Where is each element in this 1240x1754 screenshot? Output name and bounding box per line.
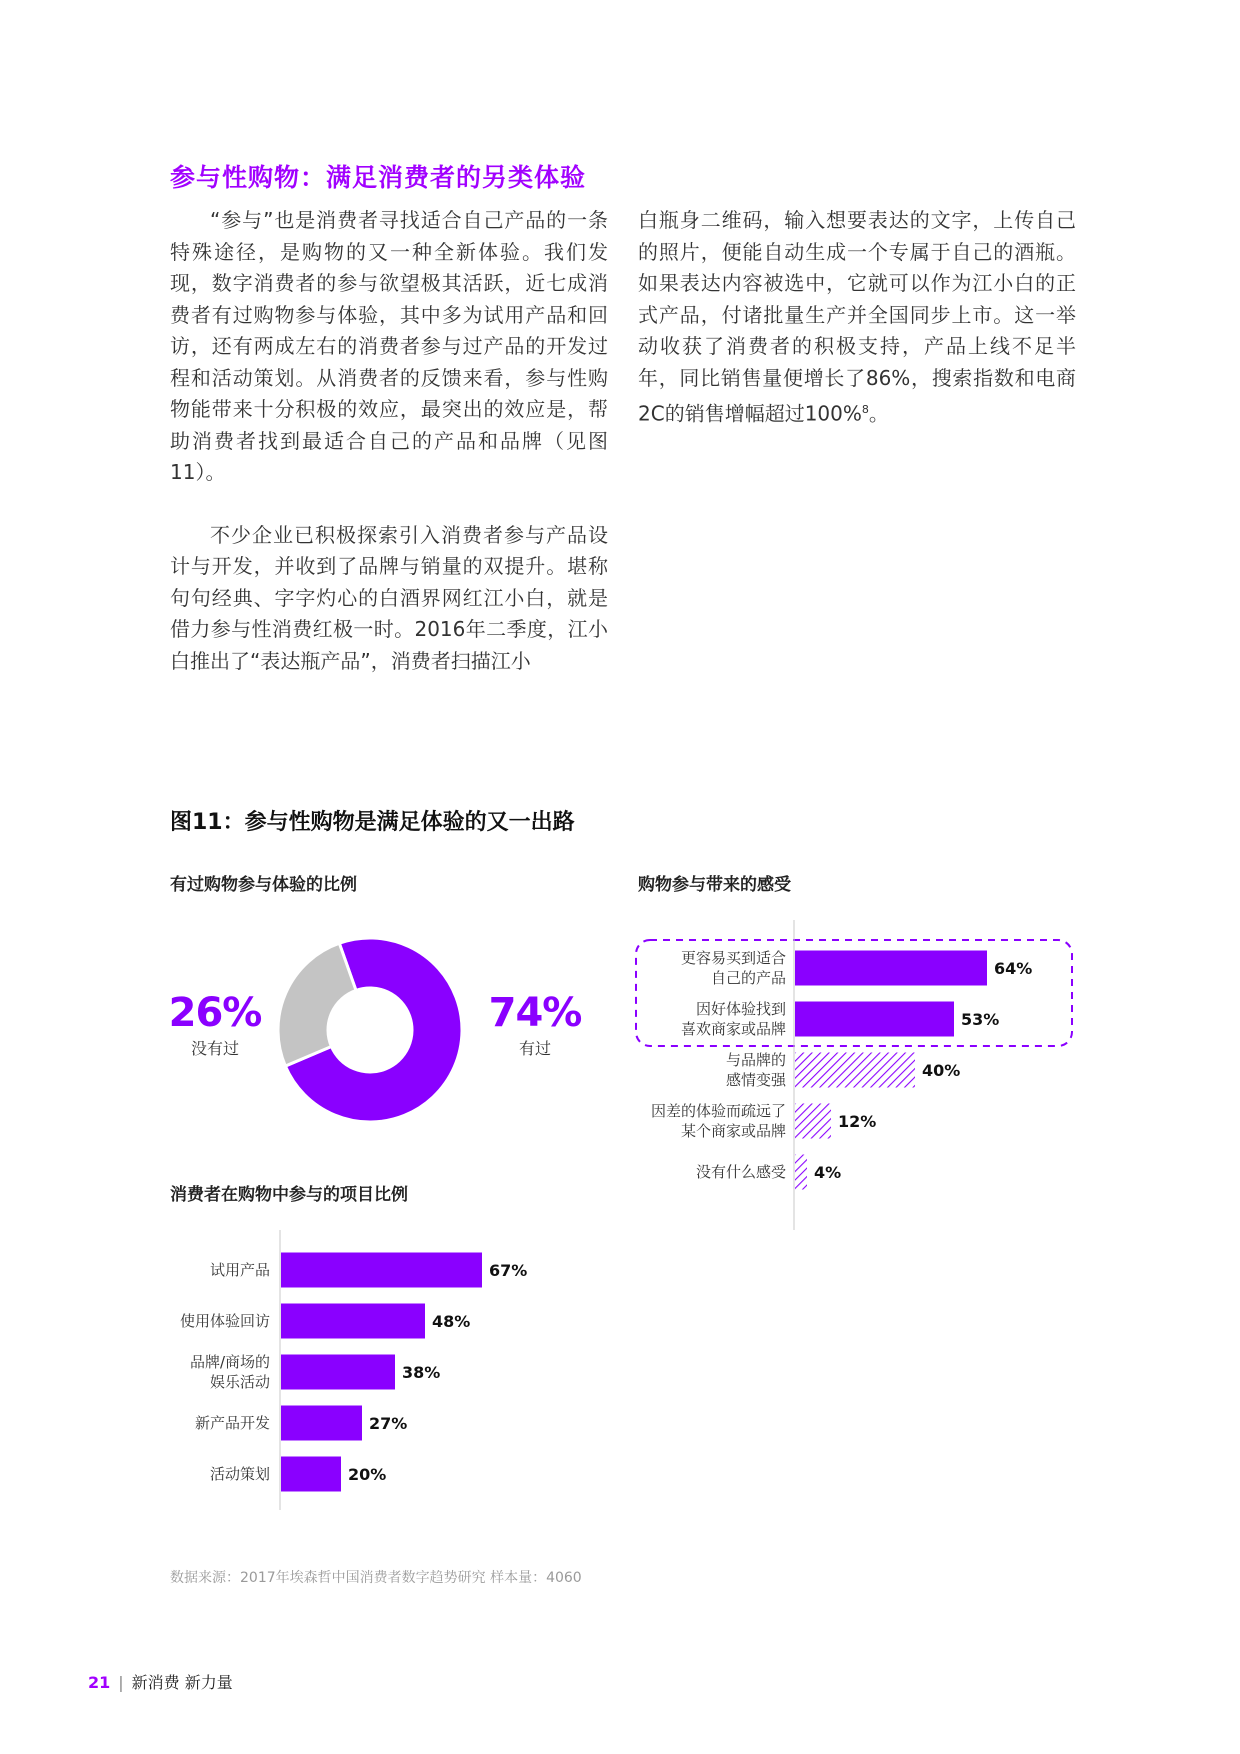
bar-category-label: 因好体验找到喜欢商家或品牌 bbox=[680, 1000, 786, 1038]
donut-label-no bbox=[160, 990, 270, 1059]
bar-category-label: 没有什么感受 bbox=[695, 1163, 786, 1181]
paragraph-3-text: 白瓶身二维码，输入想要表达的文字，上传自己的照片，便能自动生成一个专属于自己的酒瓶。如果表达内容被选中，它就可以作为江小白的正式产品，付诸批量生产并全国同步上市。这一举动收获了消费者的积极支持，产品上线不足半年，同比销售量便增长了86%，搜索指数和电商2C的销售增幅超过100% bbox=[638, 208, 1076, 426]
bar-1 bbox=[281, 1304, 425, 1339]
participation-bar-chart bbox=[160, 1230, 620, 1530]
bar-value-label: 67% bbox=[489, 1261, 528, 1280]
feelings-chart-title: 购物参与带来的感受 bbox=[638, 875, 791, 895]
paragraph-3-end: 。 bbox=[868, 401, 889, 426]
page-number: 21 bbox=[88, 1673, 111, 1692]
paragraph-3 bbox=[638, 205, 1076, 430]
bar-category-label: 与品牌的感情变强 bbox=[725, 1051, 786, 1089]
footnote-ref: 8 bbox=[861, 403, 869, 416]
bar-value-label: 20% bbox=[348, 1465, 387, 1484]
bar-value-label: 12% bbox=[838, 1112, 877, 1131]
bar-category-label: 因差的体验而疏远了某个商家或品牌 bbox=[650, 1102, 786, 1140]
donut-value-yes: 74% bbox=[488, 990, 582, 1036]
bar-value-label: 40% bbox=[922, 1061, 961, 1080]
bar-1 bbox=[795, 1002, 954, 1037]
paragraph-2: 不少企业已积极探索引入消费者参与产品设计与开发，并收到了品牌与销量的双提升。堪称句句经典、字字灼心的白酒界网红江小白，就是借力参与性消费红极一时。2016年二季度，江小白推出了“表达瓶产品”，消费者扫描江小 bbox=[170, 522, 608, 673]
donut-chart-title: 有过购物参与体验的比例 bbox=[170, 875, 357, 895]
footer-separator: | bbox=[118, 1673, 124, 1692]
donut-category-yes: 有过 bbox=[518, 1039, 551, 1058]
participation-chart-title: 消费者在购物中参与的项目比例 bbox=[170, 1185, 408, 1205]
section-title: 参与性购物：满足消费者的另类体验 bbox=[170, 163, 587, 192]
left-column bbox=[170, 205, 608, 677]
donut-chart bbox=[270, 930, 470, 1130]
bar-3 bbox=[795, 1104, 831, 1139]
bar-value-label: 4% bbox=[814, 1163, 842, 1182]
bar-value-label: 27% bbox=[369, 1414, 408, 1433]
footer-text: 新消费 新力量 bbox=[131, 1673, 233, 1692]
bar-category-label: 试用产品 bbox=[209, 1261, 270, 1279]
bar-4 bbox=[795, 1155, 807, 1190]
bar-2 bbox=[795, 1053, 915, 1088]
data-source: 数据来源：2017年埃森哲中国消费者数字趋势研究 样本量：4060 bbox=[170, 1570, 582, 1586]
bar-category-label: 更容易买到适合自己的产品 bbox=[680, 949, 786, 987]
bar-value-label: 64% bbox=[994, 959, 1033, 978]
bar-4 bbox=[281, 1457, 341, 1492]
right-column bbox=[638, 205, 1076, 430]
donut-category-no: 没有过 bbox=[190, 1039, 239, 1058]
donut-value-no: 26% bbox=[168, 990, 262, 1036]
donut-slice-no bbox=[278, 943, 356, 1066]
paragraph-1: “参与”也是消费者寻找适合自己产品的一条特殊途径，是购物的又一种全新体验。我们发现，数字消费者的参与欲望极其活跃，近七成消费者有过购物参与体验，其中多为试用产品和回访，还有两成左右的消费者参与过产品的开发过程和活动策划。从消费者的反馈来看，参与性购物能带来十分积极的效应，最突出的效应是，帮助消费者找到最适合自己的产品和品牌（见图11）。 bbox=[170, 208, 608, 484]
bar-value-label: 53% bbox=[961, 1010, 1000, 1029]
page-footer bbox=[88, 1670, 233, 1693]
bar-value-label: 48% bbox=[432, 1312, 471, 1331]
bar-category-label: 新产品开发 bbox=[194, 1414, 270, 1432]
bar-0 bbox=[795, 951, 987, 986]
bar-category-label: 活动策划 bbox=[209, 1465, 270, 1483]
bar-category-label: 使用体验回访 bbox=[179, 1312, 270, 1330]
bar-value-label: 38% bbox=[402, 1363, 441, 1382]
bar-category-label: 品牌/商场的娱乐活动 bbox=[189, 1353, 270, 1391]
bar-2 bbox=[281, 1355, 395, 1390]
feelings-bar-chart bbox=[630, 920, 1090, 1240]
bar-3 bbox=[281, 1406, 362, 1441]
bar-0 bbox=[281, 1253, 482, 1288]
figure-title: 图11：参与性购物是满足体验的又一出路 bbox=[170, 810, 575, 835]
donut-label-yes bbox=[480, 990, 590, 1059]
